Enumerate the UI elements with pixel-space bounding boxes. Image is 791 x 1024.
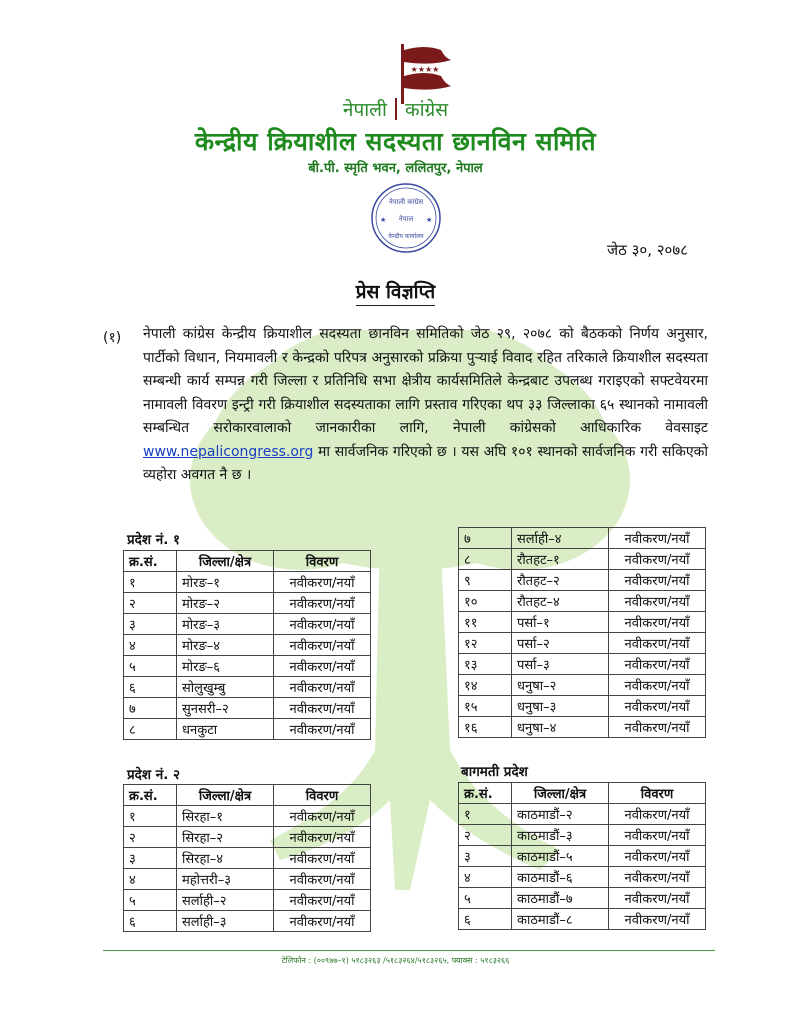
cell-district: सिरहा–४ xyxy=(177,848,274,869)
col-header-district: जिल्ला/क्षेत्र xyxy=(177,551,274,572)
cell-details: नवीकरण/नयाँ xyxy=(609,825,706,846)
table-row xyxy=(459,888,706,909)
cell-district: काठमाडौं–२ xyxy=(512,804,609,825)
cell-serial: ७ xyxy=(459,528,512,549)
table-pradesh-1 xyxy=(123,550,371,740)
col-header-district: जिल्ला/क्षेत्र xyxy=(177,785,274,806)
cell-district: सिरहा–१ xyxy=(177,806,274,827)
cell-details: नवीकरण/नयाँ xyxy=(609,804,706,825)
document-title-text: प्रेस विज्ञप्ति xyxy=(356,281,436,306)
section-title-pradesh-1: प्रदेश नं. १ xyxy=(127,532,181,548)
table-row xyxy=(459,696,706,717)
cell-details: नवीकरण/नयाँ xyxy=(609,591,706,612)
cell-serial: ५ xyxy=(459,888,512,909)
table-row xyxy=(459,633,706,654)
table-row xyxy=(124,719,371,740)
col-header-details: विवरण xyxy=(274,785,371,806)
body-paragraph xyxy=(143,323,708,488)
cell-district: सर्लाही–४ xyxy=(512,528,609,549)
seal-star-icon: ★ xyxy=(380,216,387,224)
cell-serial: २ xyxy=(459,825,512,846)
cell-serial: १५ xyxy=(459,696,512,717)
cell-district: मोरङ–१ xyxy=(177,572,274,593)
cell-details: नवीकरण/नयाँ xyxy=(609,696,706,717)
cell-details: नवीकरण/नयाँ xyxy=(274,635,371,656)
table-row xyxy=(459,867,706,888)
table-row xyxy=(459,654,706,675)
table-row xyxy=(124,911,371,932)
col-header-district: जिल्ला/क्षेत्र xyxy=(512,783,609,804)
cell-details: नवीकरण/नयाँ xyxy=(609,654,706,675)
table-body xyxy=(459,528,706,738)
cell-details: नवीकरण/नयाँ xyxy=(274,656,371,677)
cell-district: सोलुखुम्बु xyxy=(177,677,274,698)
seal-star-icon: ★ xyxy=(426,216,433,224)
cell-district: मोरङ–६ xyxy=(177,656,274,677)
official-seal-stamp xyxy=(370,182,442,254)
website-link[interactable]: www.nepalicongress.org xyxy=(143,443,314,460)
cell-district: मोरङ–४ xyxy=(177,635,274,656)
seal-center-text: नेपाल xyxy=(398,215,414,223)
cell-details: नवीकरण/नयाँ xyxy=(609,888,706,909)
cell-details: नवीकरण/नयाँ xyxy=(274,848,371,869)
cell-serial: ६ xyxy=(124,911,177,932)
cell-district: सर्लाही–२ xyxy=(177,890,274,911)
flag-pole-divider xyxy=(395,98,397,120)
cell-serial: १६ xyxy=(459,717,512,738)
table-row xyxy=(124,827,371,848)
paragraph-text-2: मा सार्वजनिक गरिएको छ । यस अघि १०१ स्थानको सार्वजनिक गरी सकिएको व्यहोरा अवगत नै छ । xyxy=(143,443,708,483)
table-row xyxy=(459,528,706,549)
cell-details: नवीकरण/नयाँ xyxy=(274,614,371,635)
cell-serial: ५ xyxy=(124,656,177,677)
table-row xyxy=(459,591,706,612)
col-header-serial: क्र.सं. xyxy=(124,785,177,806)
cell-details: नवीकरण/नयाँ xyxy=(274,698,371,719)
table-row xyxy=(459,846,706,867)
party-name xyxy=(0,96,791,122)
cell-district: काठमाडौं–३ xyxy=(512,825,609,846)
table-row xyxy=(124,593,371,614)
cell-district: पर्सा–१ xyxy=(512,612,609,633)
cell-serial: २ xyxy=(124,593,177,614)
cell-district: धनुषा–४ xyxy=(512,717,609,738)
section-title-pradesh-2: प्रदेश नं. २ xyxy=(127,767,181,783)
table-row xyxy=(124,869,371,890)
cell-serial: ८ xyxy=(459,549,512,570)
footer-divider xyxy=(103,950,715,951)
table-pradesh-2-continued xyxy=(458,527,706,738)
cell-district: सर्लाही–३ xyxy=(177,911,274,932)
table-body xyxy=(459,804,706,930)
cell-details: नवीकरण/नयाँ xyxy=(609,846,706,867)
table-body xyxy=(124,806,371,932)
table-row xyxy=(124,656,371,677)
party-name-right: कांग्रेस xyxy=(404,99,449,121)
cell-district: धनुषा–२ xyxy=(512,675,609,696)
cell-details: नवीकरण/नयाँ xyxy=(274,593,371,614)
cell-details: नवीकरण/नयाँ xyxy=(274,572,371,593)
cell-details: नवीकरण/नयाँ xyxy=(274,890,371,911)
cell-district: मोरङ–३ xyxy=(177,614,274,635)
cell-district: काठमाडौं–७ xyxy=(512,888,609,909)
cell-details: नवीकरण/नयाँ xyxy=(609,570,706,591)
footer-contact: टेलिफोन : (००९७७–१) ५१८३२६३ /५१८३२६४/५१८३२६५, फ्याक्स : ५१८३२६६ xyxy=(281,956,510,965)
cell-details: नवीकरण/नयाँ xyxy=(609,528,706,549)
cell-serial: ९ xyxy=(459,570,512,591)
cell-district: काठमाडौं–६ xyxy=(512,867,609,888)
cell-district: सुनसरी–२ xyxy=(177,698,274,719)
table-row xyxy=(459,804,706,825)
cell-serial: ७ xyxy=(124,698,177,719)
table-row xyxy=(124,677,371,698)
cell-details: नवीकरण/नयाँ xyxy=(274,869,371,890)
seal-bottom-text: केन्द्रीय कार्यालय xyxy=(388,233,424,240)
cell-serial: ११ xyxy=(459,612,512,633)
table-row xyxy=(459,717,706,738)
cell-serial: ८ xyxy=(124,719,177,740)
cell-district: रौतहट–२ xyxy=(512,570,609,591)
cell-serial: ४ xyxy=(124,635,177,656)
cell-district: मोरङ–२ xyxy=(177,593,274,614)
committee-name: केन्द्रीय क्रियाशील सदस्यता छानविन समिति xyxy=(194,127,597,156)
cell-details: नवीकरण/नयाँ xyxy=(609,675,706,696)
cell-district: पर्सा–३ xyxy=(512,654,609,675)
table-row xyxy=(124,635,371,656)
cell-details: नवीकरण/नयाँ xyxy=(274,806,371,827)
paragraph-number: (१) xyxy=(103,330,122,346)
cell-serial: २ xyxy=(124,827,177,848)
table-row xyxy=(459,825,706,846)
cell-details: नवीकरण/नयाँ xyxy=(274,719,371,740)
cell-district: महोत्तरी–३ xyxy=(177,869,274,890)
table-bagmati xyxy=(458,782,706,930)
committee-address: बी.पी. स्मृति भवन, ललितपुर, नेपाल xyxy=(308,161,483,176)
seal-top-text: नेपाली कांग्रेस xyxy=(388,198,424,206)
cell-serial: ३ xyxy=(124,614,177,635)
document-date: जेठ ३०, २०७८ xyxy=(607,241,688,259)
cell-serial: १ xyxy=(124,806,177,827)
cell-serial: १२ xyxy=(459,633,512,654)
col-header-details: विवरण xyxy=(274,551,371,572)
table-row xyxy=(459,549,706,570)
cell-district: काठमाडौं–५ xyxy=(512,846,609,867)
cell-details: नवीकरण/नयाँ xyxy=(609,612,706,633)
table-row xyxy=(124,848,371,869)
cell-district: धनकुटा xyxy=(177,719,274,740)
table-row xyxy=(459,612,706,633)
table-pradesh-2 xyxy=(123,784,371,932)
document-title xyxy=(0,278,791,304)
cell-district: धनुषा–३ xyxy=(512,696,609,717)
cell-details: नवीकरण/नयाँ xyxy=(609,549,706,570)
col-header-serial: क्र.सं. xyxy=(124,551,177,572)
cell-details: नवीकरण/नयाँ xyxy=(609,633,706,654)
cell-serial: ६ xyxy=(124,677,177,698)
col-header-details: विवरण xyxy=(609,783,706,804)
table-row xyxy=(124,806,371,827)
cell-details: नवीकरण/नयाँ xyxy=(274,911,371,932)
table-row xyxy=(124,890,371,911)
table-row xyxy=(124,698,371,719)
cell-district: रौतहट–४ xyxy=(512,591,609,612)
cell-district: काठमाडौं–८ xyxy=(512,909,609,930)
party-name-left: नेपाली xyxy=(342,99,387,121)
cell-serial: ४ xyxy=(124,869,177,890)
cell-district: रौतहट–१ xyxy=(512,549,609,570)
cell-serial: १३ xyxy=(459,654,512,675)
cell-district: पर्सा–२ xyxy=(512,633,609,654)
cell-serial: ३ xyxy=(124,848,177,869)
table-row xyxy=(459,909,706,930)
cell-serial: १ xyxy=(124,572,177,593)
cell-details: नवीकरण/नयाँ xyxy=(609,909,706,930)
table-body xyxy=(124,572,371,740)
cell-serial: १४ xyxy=(459,675,512,696)
cell-serial: १० xyxy=(459,591,512,612)
cell-serial: ३ xyxy=(459,846,512,867)
table-row xyxy=(124,572,371,593)
party-flag-logo xyxy=(385,44,465,104)
cell-district: सिरहा–२ xyxy=(177,827,274,848)
paragraph-text-1: नेपाली कांग्रेस केन्द्रीय क्रियाशील सदस्यता छानविन समितिको जेठ २९, २०७८ को बैठकको निर्णय अनुसार, पार्टीको विधान, नियमावली र केन्द्रको परिपत्र अनुसारको प्रक्रिया पुऱ्याई विवाद रहित तरिकाले क्रियाशील सदस्यता सम्बन्धी कार्य सम्पन्न गरी जिल्ला र प्रतिनिधि सभा क्षेत्रीय कार्यसमितिले केन्द्रबाट उपलब्ध गराइएको सफ्टवेयरमा नामावली विवरण इन्ट्री गरी क्रियाशील सदस्यताका लागि प्रस्ताव गरिएका थप ३३ जिल्लाका ६५ स्थानको नामावली सम्बन्धित सरोकारवालाको जानकारीका लागि, नेपाली कांग्रेसको आधिकारिक वेवसाइट xyxy=(143,326,708,436)
cell-details: नवीकरण/नयाँ xyxy=(609,717,706,738)
cell-serial: ५ xyxy=(124,890,177,911)
table-row xyxy=(459,570,706,591)
cell-serial: ६ xyxy=(459,909,512,930)
cell-serial: ४ xyxy=(459,867,512,888)
section-title-bagmati: बागमती प्रदेश xyxy=(461,764,528,780)
table-row xyxy=(459,675,706,696)
col-header-serial: क्र.सं. xyxy=(459,783,512,804)
cell-serial: १ xyxy=(459,804,512,825)
table-row xyxy=(124,614,371,635)
cell-details: नवीकरण/नयाँ xyxy=(609,867,706,888)
cell-details: नवीकरण/नयाँ xyxy=(274,827,371,848)
svg-text:★★★★: ★★★★ xyxy=(410,65,440,74)
cell-details: नवीकरण/नयाँ xyxy=(274,677,371,698)
